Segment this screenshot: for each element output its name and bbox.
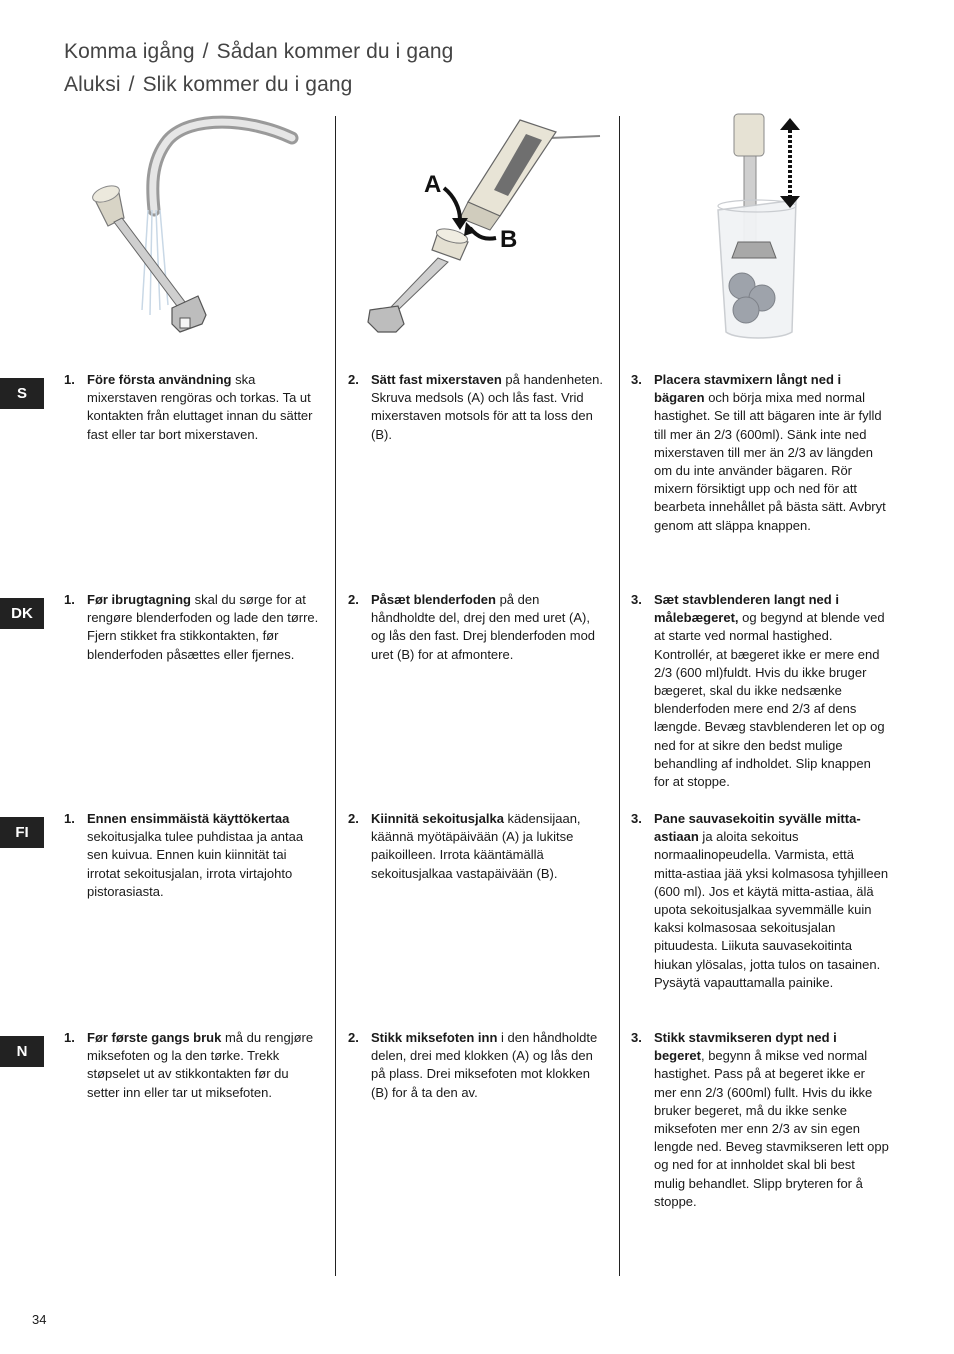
step-body: och börja mixa med normal hastighet. Se till att bägaren inte är fylld till mer än 2/3 (600ml). Sänk inte ned mixerstaven till mer än 2/3 av längden om du inte använder bägaren. Rör mixern försiktigt upp och ned för att bearbeta innehållet på bästa sätt. Avbryt genom att släppa knappen. xyxy=(654,390,886,533)
step-text xyxy=(654,371,889,535)
step-3-n xyxy=(631,1029,889,1211)
step-body: og begynd at blende ved at starte ved normal hastighed. Kontrollér, at bægeret ikke er mere end 2/3 (600 ml)fuldt. Hvis du ikke bruger bægeret, skal du ikke nedsænke blenderfoden mere end 2/3 af dens længde. Bevæg stavblenderen let op og ned for at sikre den bedst mulige behandling af indholdet. Slip knappen for at stoppe. xyxy=(654,610,885,790)
language-tab-s: S xyxy=(0,378,44,409)
step-number: 3. xyxy=(631,1030,642,1045)
step-3-dk xyxy=(631,591,889,791)
title-norwegian: Slik kommer du i gang xyxy=(142,73,353,96)
step-2-dk xyxy=(348,591,606,664)
step-number: 3. xyxy=(631,372,642,387)
step-body: kädensijaan, käännä myötäpäivään (A) ja lukitse paikoilleen. Irrota kääntämällä sekoitusjalkaa vastapäivään (B). xyxy=(371,811,581,881)
power-cord-icon xyxy=(550,136,600,138)
step-heading: Påsæt blenderfoden xyxy=(371,592,496,607)
title-finnish: Aluksi xyxy=(64,73,121,96)
step-3-fi xyxy=(631,810,889,992)
step-body: , begynn å mikse ved normal hastighet. Pass på at begeret ikke er mer enn 2/3 (600ml) fullt. Hvis du ikke bruker begeret, må du ikke senke miksefoten mer enn 2/3 av sin egen lengde ned. Beveg stavmikseren lett opp og ned for at innholdet skal bli best mulig behandlet. Slipp bryteren for å stoppe. xyxy=(654,1048,889,1209)
ingredient-icon xyxy=(733,297,759,323)
step-number: 1. xyxy=(64,811,75,826)
step-number: 2. xyxy=(348,811,359,826)
label-a: A xyxy=(424,171,442,198)
step-text xyxy=(371,1029,606,1102)
step-number: 3. xyxy=(631,592,642,607)
column-divider xyxy=(619,116,620,1276)
step-number: 1. xyxy=(64,372,75,387)
step-heading: Placera stavmixern långt ned i bägaren xyxy=(654,372,842,406)
counterclockwise-arrow-icon xyxy=(470,228,496,239)
blender-foot-icon xyxy=(732,242,776,258)
step-number: 3. xyxy=(631,811,642,826)
language-tab-dk: DK xyxy=(0,598,44,629)
clockwise-arrow-icon xyxy=(444,188,460,220)
step-number: 1. xyxy=(64,1030,75,1045)
attach-blender-foot-illustration xyxy=(360,110,610,345)
step-1-n xyxy=(64,1029,322,1102)
step-body: ska mixerstaven rengöras och torkas. Ta ut kontakten från eluttaget innan du sätter fast eller tar bort mixerstaven. xyxy=(87,372,313,442)
step-2-fi xyxy=(348,810,606,883)
step-body: sekoitusjalka tulee puhdistaa ja antaa sen kuivua. Ennen kuin kiinnität tai irrotat sekoitusjalan, irrota virtajohto pistorasiasta. xyxy=(87,829,304,899)
step-text xyxy=(87,810,322,901)
step-1-fi xyxy=(64,810,322,901)
title-danish: Sådan kommer du i gang xyxy=(216,40,454,63)
blender-in-beaker-illustration xyxy=(700,110,820,345)
step-text xyxy=(87,371,322,444)
page-number: 34 xyxy=(32,1312,47,1327)
step-1-s xyxy=(64,371,322,444)
step-number: 2. xyxy=(348,592,359,607)
hand-unit-icon xyxy=(734,114,764,156)
column-divider xyxy=(335,116,336,1276)
step-heading: Ennen ensimmäistä käyttökertaa xyxy=(87,811,290,826)
step-heading: Før første gangs bruk xyxy=(87,1030,222,1045)
page-title-line-1 xyxy=(64,40,453,64)
step-text xyxy=(371,371,606,444)
step-heading: Pane sauvasekoitin syvälle mitta-astiaan xyxy=(654,811,861,845)
step-heading: Före första användning xyxy=(87,372,232,387)
step-body: skal du sørge for at rengøre blenderfoden og lade den tørre. Fjern stikket fra stikkontakten, før blenderfoden påsættes eller fjernes. xyxy=(87,592,319,662)
step-text xyxy=(371,591,606,664)
step-heading: Stikk stavmikseren dypt ned i begeret xyxy=(654,1030,837,1064)
language-tab-n: N xyxy=(0,1036,44,1067)
title-separator: / xyxy=(202,40,209,63)
title-separator: / xyxy=(128,73,135,96)
step-number: 2. xyxy=(348,1030,359,1045)
step-number: 1. xyxy=(64,592,75,607)
up-down-arrow-icon xyxy=(780,118,800,208)
step-text xyxy=(87,1029,322,1102)
language-tab-fi: FI xyxy=(0,817,44,848)
step-text xyxy=(654,591,889,791)
step-2-n xyxy=(348,1029,606,1102)
step-body: på den håndholdte del, drej den med uret (A), og lås den fast. Drej blenderfoden mod uret (B) for at afmontere. xyxy=(371,592,596,662)
label-b: B xyxy=(500,226,518,253)
step-text xyxy=(654,1029,889,1211)
step-body: ja aloita sekoitus normaalinopeudella. Varmista, että mitta-astiaa jää yksi kolmasosa tyhjilleen (600 ml). Jos et käytä mitta-astiaa, älä upota sekoitusjalkaa syvemmälle kuin kaksi kolmasosaa sekoitusjalan pituudesta. Liikuta sauvasekoitinta hiukan ylösalas, jotta tulos on tasainen. Pysäytä vapauttamalla painike. xyxy=(654,829,889,990)
step-text xyxy=(654,810,889,992)
step-heading: Stikk miksefoten inn xyxy=(371,1030,498,1045)
step-number: 2. xyxy=(348,372,359,387)
hand-unit-icon xyxy=(460,120,556,230)
step-body: på handenheten. Skruva medsols (A) och lås fast. Vrid mixerstaven motsols för att ta loss den (B). xyxy=(371,372,603,442)
step-2-s xyxy=(348,371,606,444)
step-text xyxy=(87,591,322,664)
step-1-dk xyxy=(64,591,322,664)
step-heading: Før ibrugtagning xyxy=(87,592,191,607)
step-body: i den håndholdte delen, drei med klokken (A) og lås den på plass. Drei miksefoten mot klokken (B) for å ta den av. xyxy=(371,1030,598,1100)
blender-foot-icon xyxy=(368,226,469,332)
page-title-line-2 xyxy=(64,73,352,97)
step-3-s xyxy=(631,371,889,535)
step-heading: Kiinnitä sekoitusjalka xyxy=(371,811,504,826)
step-body: må du rengjøre miksefoten og la den tørke. Trekk støpselet ut av stikkontakten før du setter inn eller tar ut miksefoten. xyxy=(87,1030,314,1100)
step-heading: Sæt stavblenderen langt ned i målebægeret, xyxy=(654,592,839,626)
step-heading: Sätt fast mixerstaven xyxy=(371,372,502,387)
rinse-blender-foot-illustration xyxy=(80,110,300,345)
title-swedish: Komma igång xyxy=(64,40,195,63)
step-text xyxy=(371,810,606,883)
